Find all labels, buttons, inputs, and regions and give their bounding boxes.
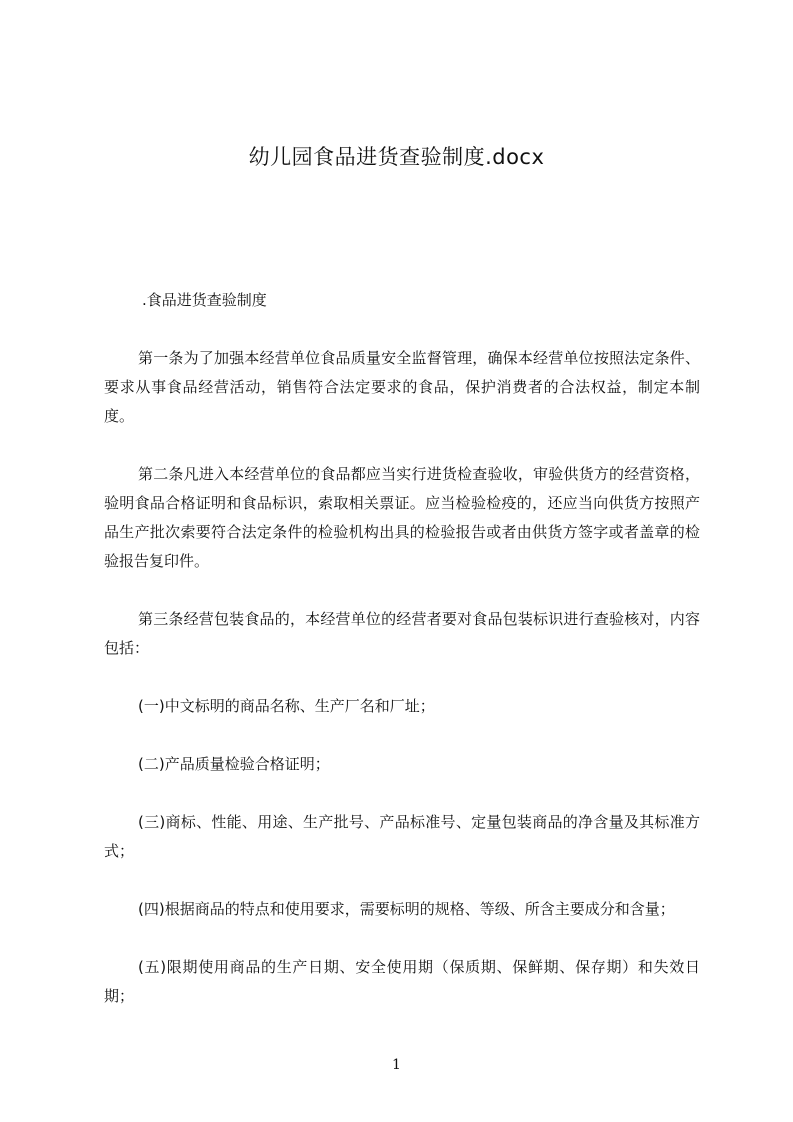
list-item: (四)根据商品的特点和使用要求，需要标明的规格、等级、所含主要成分和含量； bbox=[138, 900, 675, 918]
article-paragraph: 第一条为了加强本经营单位食品质量安全监督管理，确保本经营单位按照法定条件、要求从事食品经营活动，销售符合法定要求的食品，保护消费者的合法权益，制定本制度。 bbox=[104, 349, 700, 425]
list-item: (一)中文标明的商品名称、生产厂名和厂址； bbox=[138, 697, 435, 715]
document-body bbox=[104, 286, 700, 1011]
list-item: (五)限期使用商品的生产日期、安全使用期（保质期、保鲜期、保存期）和失效日期； bbox=[104, 958, 700, 1005]
list-item: (三)商标、性能、用途、生产批号、产品标准号、定量包装商品的净含量及其标准方式； bbox=[104, 813, 700, 860]
document-title: 幼儿园食品进货查验制度.docx bbox=[248, 145, 545, 169]
page-number: 1 bbox=[392, 1057, 401, 1073]
list-item: (二)产品质量检验合格证明； bbox=[138, 755, 330, 773]
article-paragraph: 第二条凡进入本经营单位的食品都应当实行进货检查验收，审验供货方的经营资格，验明食品合格证明和食品标识，索取相关票证。应当检验检疫的，还应当向供货方按照产品生产批次索要符合法定条件的检验机构出具的检验报告或者由供货方签字或者盖章的检验报告复印件。 bbox=[104, 465, 700, 570]
article-paragraph: 第三条经营包装食品的，本经营单位的经营者要对食品包装标识进行查验核对，内容包括： bbox=[104, 610, 700, 657]
section-heading: .食品进货查验制度 bbox=[142, 291, 267, 309]
